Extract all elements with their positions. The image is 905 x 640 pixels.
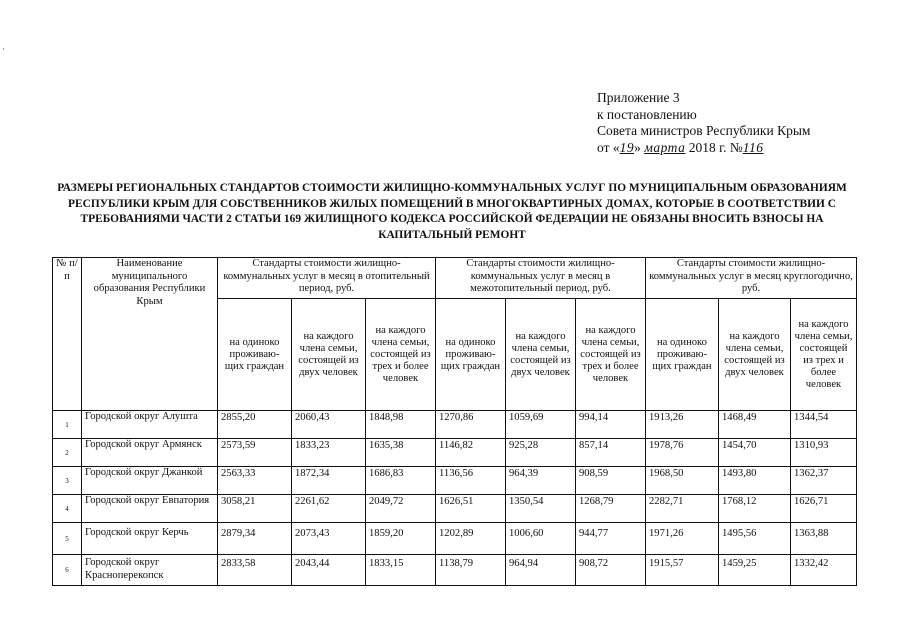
value-cell: 1768,12: [719, 495, 791, 523]
value-cell: 1686,83: [366, 467, 436, 495]
value-cell: 2833,58: [218, 555, 292, 586]
standards-table: [52, 257, 857, 586]
value-cell: 1626,71: [791, 495, 857, 523]
row-number: 5: [53, 523, 82, 555]
table-row: [53, 439, 857, 467]
date-mid: »: [634, 139, 641, 155]
value-cell: 1459,25: [719, 555, 791, 586]
value-cell: 2060,43: [292, 411, 366, 439]
header-row-groups: [53, 258, 857, 299]
value-cell: 2855,20: [218, 411, 292, 439]
municipality-name: Городской округ Евпатория: [82, 495, 218, 523]
value-cell: 2043,44: [292, 555, 366, 586]
value-cell: 2261,62: [292, 495, 366, 523]
value-cell: 1848,98: [366, 411, 436, 439]
municipality-name: Городской округ Красноперекопск: [82, 555, 218, 586]
date-prefix: от «: [597, 139, 620, 155]
municipality-name: Городской округ Джанкой: [82, 467, 218, 495]
value-cell: 1362,37: [791, 467, 857, 495]
value-cell: 964,94: [506, 555, 576, 586]
table-row: [53, 555, 857, 586]
row-number: 3: [53, 467, 82, 495]
value-cell: 857,14: [576, 439, 646, 467]
value-cell: 1493,80: [719, 467, 791, 495]
value-cell: 1495,56: [719, 523, 791, 555]
value-cell: 3058,21: [218, 495, 292, 523]
row-number: 6: [53, 555, 82, 586]
value-cell: 1344,54: [791, 411, 857, 439]
appendix-label: Приложение 3: [597, 90, 680, 105]
value-cell: 1454,70: [719, 439, 791, 467]
appendix-header: [597, 90, 897, 156]
header-year-round: Стандарты стоимости жилищно-коммунальных услуг в месяц круглогодично, руб.: [646, 258, 857, 299]
value-cell: 994,14: [576, 411, 646, 439]
date-year: 2018 г. №: [688, 139, 743, 155]
document-title: РАЗМЕРЫ РЕГИОНАЛЬНЫХ СТАНДАРТОВ СТОИМОСТИ ЖИЛИЩНО-КОММУНАЛЬНЫХ УСЛУГ ПО МУНИЦИПАЛЬНЫМ ОБРАЗОВАНИЯМ РЕСПУБЛИКИ КРЫМ ДЛЯ СОБСТВЕННИКОВ ЖИЛЫХ ПОМЕЩЕНИЙ В МНОГОКВАРТИРНЫХ ДОМАХ, КОТОРЫЕ В СООТВЕТСТВИИ С ТРЕБОВАНИЯМИ ЧАСТИ 2 СТАТЬИ 169 ЖИЛИЩНОГО КОДЕКСА РОССИЙСКОЙ ФЕДЕРАЦИИ НЕ ОБЯЗАНЫ ВНОСИТЬ ВЗНОСЫ НА КАПИТАЛЬНЫЙ РЕМОНТ: [57, 182, 847, 241]
date-month: марта: [644, 139, 686, 155]
value-cell: 925,28: [506, 439, 576, 467]
value-cell: 1310,93: [791, 439, 857, 467]
value-cell: 2573,59: [218, 439, 292, 467]
appendix-authority: Совета министров Республики Крым: [597, 123, 811, 138]
value-cell: 1268,79: [576, 495, 646, 523]
value-cell: 1202,89: [436, 523, 506, 555]
sub-single: на одиноко проживаю-щих граждан: [436, 299, 506, 411]
value-cell: 1833,15: [366, 555, 436, 586]
municipality-name: Городской округ Армянск: [82, 439, 218, 467]
value-cell: 964,39: [506, 467, 576, 495]
sub-three-plus: на каждого члена семьи, состоящей из трех и более человек: [791, 299, 857, 411]
value-cell: 1971,26: [646, 523, 719, 555]
value-cell: 2879,34: [218, 523, 292, 555]
value-cell: 1059,69: [506, 411, 576, 439]
value-cell: 1006,60: [506, 523, 576, 555]
value-cell: 1833,23: [292, 439, 366, 467]
municipality-name: Городской округ Керчь: [82, 523, 218, 555]
value-cell: 1363,88: [791, 523, 857, 555]
sub-single: на одиноко проживаю-щих граждан: [218, 299, 292, 411]
municipality-name: Городской округ Алушта: [82, 411, 218, 439]
value-cell: 1968,50: [646, 467, 719, 495]
sub-three-plus: на каждого члена семьи, состоящей из трех и более человек: [576, 299, 646, 411]
value-cell: 908,59: [576, 467, 646, 495]
value-cell: 2073,43: [292, 523, 366, 555]
row-number: 2: [53, 439, 82, 467]
value-cell: 1468,49: [719, 411, 791, 439]
header-heating-period: Стандарты стоимости жилищно-коммунальных услуг в месяц в отопительный период, руб.: [218, 258, 436, 299]
value-cell: 1626,51: [436, 495, 506, 523]
value-cell: 1350,54: [506, 495, 576, 523]
sub-two-person: на каждого члена семьи, состоящей из двух человек: [506, 299, 576, 411]
header-non-heating-period: Стандарты стоимости жилищно-коммунальных услуг в месяц в межотопительный период, руб.: [436, 258, 646, 299]
row-number: 4: [53, 495, 82, 523]
date-number: 116: [742, 139, 764, 155]
value-cell: 1915,57: [646, 555, 719, 586]
table-row: [53, 411, 857, 439]
value-cell: 1270,86: [436, 411, 506, 439]
sub-two-person: на каждого члена семьи, состоящей из двух человек: [719, 299, 791, 411]
header-municipality: Наименование муниципального образования Республики Крым: [82, 258, 218, 411]
value-cell: 2563,33: [218, 467, 292, 495]
value-cell: 944,77: [576, 523, 646, 555]
value-cell: 2049,72: [366, 495, 436, 523]
appendix-resolution: к постановлению: [597, 106, 697, 122]
row-number: 1: [53, 411, 82, 439]
value-cell: 1146,82: [436, 439, 506, 467]
value-cell: 908,72: [576, 555, 646, 586]
date-day: 19: [619, 139, 635, 155]
value-cell: 1635,38: [366, 439, 436, 467]
value-cell: 1872,34: [292, 467, 366, 495]
value-cell: 1138,79: [436, 555, 506, 586]
table-row: [53, 495, 857, 523]
header-number: № п/п: [53, 258, 82, 411]
sub-two-person: на каждого члена семьи, состоящей из двух человек: [292, 299, 366, 411]
value-cell: 1332,42: [791, 555, 857, 586]
table-row: [53, 467, 857, 495]
value-cell: 1913,26: [646, 411, 719, 439]
table-row: [53, 523, 857, 555]
scan-mark: ·: [2, 44, 5, 54]
value-cell: 1859,20: [366, 523, 436, 555]
value-cell: 2282,71: [646, 495, 719, 523]
value-cell: 1978,76: [646, 439, 719, 467]
sub-single: на одиноко проживаю-щих граждан: [646, 299, 719, 411]
sub-three-plus: на каждого члена семьи, состоящей из трех и более человек: [366, 299, 436, 411]
value-cell: 1136,56: [436, 467, 506, 495]
appendix-date-line: [597, 140, 897, 157]
